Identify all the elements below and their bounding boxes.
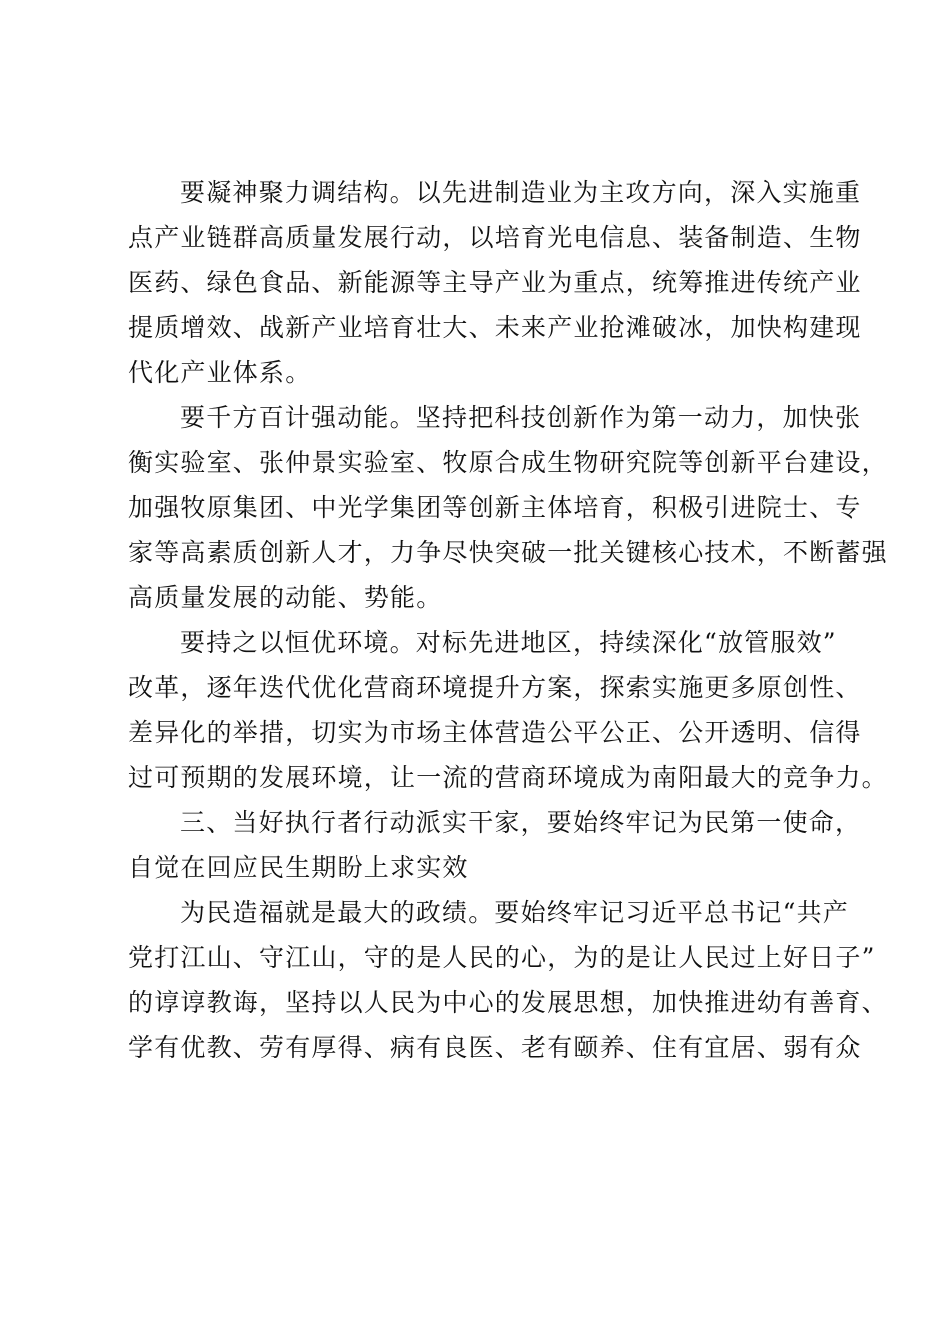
paragraph-line: 党打江山、守江山，守的是人民的心，为的是让人民过上好日子”	[128, 943, 876, 972]
paragraph-line: 学有优教、劳有厚得、病有良医、老有颐养、住有宜居、弱有众	[128, 1033, 862, 1062]
document-body	[128, 170, 888, 1070]
paragraph-people-welfare	[128, 890, 888, 1070]
paragraph-line: 要千方百计强动能。坚持把科技创新作为第一动力，加快张	[180, 403, 862, 432]
paragraph-line: 家等高素质创新人才，力争尽快突破一批关键核心技术，不断蓄强	[128, 538, 888, 567]
paragraph-line: 的谆谆教诲，坚持以人民为中心的发展思想，加快推进幼有善育、	[128, 988, 888, 1017]
paragraph-momentum	[128, 395, 888, 620]
paragraph-line: 为民造福就是最大的政绩。要始终牢记习近平总书记“共产	[180, 898, 849, 927]
section-heading-three	[128, 800, 862, 890]
paragraph-line: 要持之以恒优环境。对标先进地区，持续深化“放管服效”	[180, 628, 837, 657]
paragraph-line: 要凝神聚力调结构。以先进制造业为主攻方向，深入实施重	[180, 178, 862, 207]
paragraph-line: 改革，逐年迭代优化营商环境提升方案，探索实施更多原创性、	[128, 673, 862, 702]
paragraph-line: 差异化的举措，切实为市场主体营造公平公正、公开透明、信得	[128, 718, 862, 747]
paragraph-line: 加强牧原集团、中光学集团等创新主体培育，积极引进院士、专	[128, 493, 862, 522]
paragraph-line: 衡实验室、张仲景实验室、牧原合成生物研究院等创新平台建设，	[128, 448, 888, 477]
paragraph-line: 提质增效、战新产业培育壮大、未来产业抢滩破冰，加快构建现	[128, 313, 862, 342]
paragraph-line: 点产业链群高质量发展行动，以培育光电信息、装备制造、生物	[128, 223, 862, 252]
paragraph-line: 过可预期的发展环境，让一流的营商环境成为南阳最大的竞争力。	[128, 763, 888, 792]
paragraph-line: 医药、绿色食品、新能源等主导产业为重点，统筹推进传统产业	[128, 268, 862, 297]
heading-line: 三、当好执行者行动派实干家，要始终牢记为民第一使命，	[180, 808, 862, 837]
heading-line: 自觉在回应民生期盼上求实效	[128, 853, 469, 882]
paragraph-line: 高质量发展的动能、势能。	[128, 583, 443, 612]
paragraph-environment	[128, 620, 888, 800]
paragraph-restructure	[128, 170, 862, 395]
paragraph-line: 代化产业体系。	[128, 358, 312, 387]
